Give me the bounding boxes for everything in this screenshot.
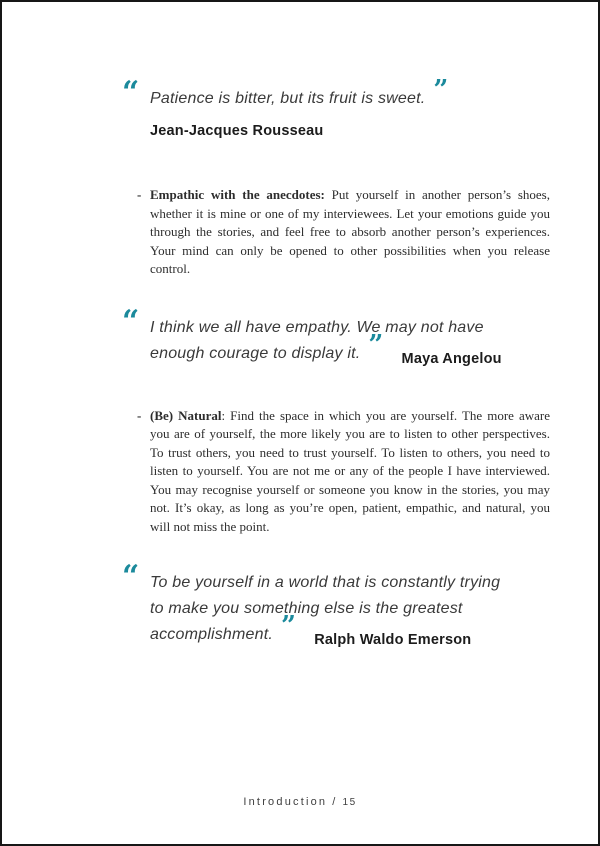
quote-rousseau [122, 75, 550, 140]
close-quote-icon: ” [433, 75, 449, 105]
bullet-body-text: Put yourself in another person’s shoes, whether it is mine or one of my interviewees. Let your emotions guide you through the stories, and feel free to absorb another person’s experiences. Your mind can only be opened to other possibilities when you release control. [150, 187, 550, 276]
bullet-paragraph [150, 186, 550, 279]
bullet-empathic [137, 186, 550, 279]
quote-attribution: Maya Angelou [401, 350, 502, 367]
open-quote-icon: “ [122, 75, 140, 110]
open-quote-icon: “ [122, 559, 140, 594]
page-content [2, 2, 598, 648]
bullet-bold-lead: Empathic with the anecdotes: [150, 187, 325, 202]
bullet-dash: - [137, 407, 142, 423]
footer-page-number: 15 [342, 797, 357, 808]
bullet-dash: - [137, 187, 142, 202]
bullet-body-text: : Find the space in which you are yourself. The more aware you are of yourself, the more likely you are to listen to other perspectives. To trust others, you need to trust yourself. To listen to others, you need to listen to yourself. You are not me or any of the people I have interviewed. You may recognise yourself or someone you know in the stories, you may not. It’s okay, as long as you’re open, patient, empathic, and natural, you will not miss the point. [150, 407, 550, 534]
close-quote-icon: ” [368, 329, 384, 360]
quote-text: enough courage to display it. [150, 344, 361, 362]
quote-angelou [122, 303, 550, 367]
quote-text: Patience is bitter, but its fruit is sweet. [150, 90, 426, 107]
quote-line [150, 75, 550, 112]
quote-line [150, 596, 550, 622]
quote-attribution: Jean-Jacques Rousseau [150, 123, 324, 139]
quote-text: accomplishment. [150, 626, 274, 643]
quote-line [150, 570, 550, 596]
quote-line [150, 315, 550, 341]
open-quote-icon: “ [122, 303, 140, 339]
bullet-natural [137, 407, 550, 537]
footer-separator: / [332, 796, 338, 808]
quote-attribution: Ralph Waldo Emerson [314, 632, 472, 648]
quote-text: to make you something else is the greatest [150, 600, 463, 617]
bullet-paragraph [150, 407, 550, 537]
quote-text: I think we all have empathy. We may not have [150, 318, 484, 336]
close-quote-icon: ” [281, 611, 297, 641]
quote-line [150, 329, 550, 367]
quote-line [150, 611, 550, 648]
quote-emerson [122, 559, 550, 648]
page-footer [2, 796, 598, 808]
quote-text: To be yourself in a world that is constantly trying [150, 574, 501, 591]
bullet-bold-lead: (Be) Natural [150, 407, 222, 423]
footer-section-label: Introduction [243, 796, 328, 808]
